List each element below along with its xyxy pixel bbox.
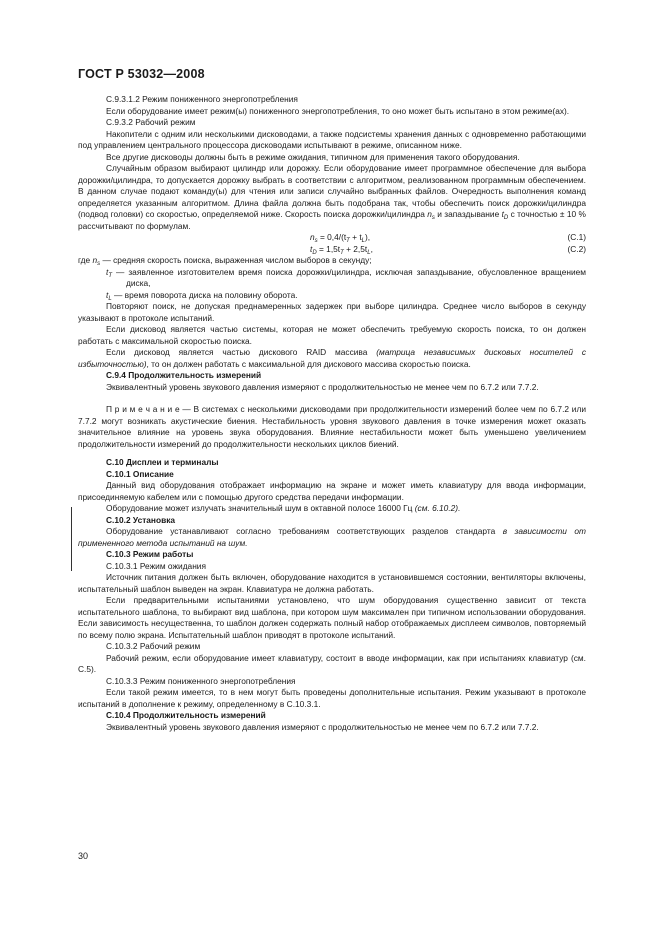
- text: — заявленное изготовителем время поиска дорожки/цилиндра, исключая запаздывание, обусловленное вращением диска,: [112, 266, 586, 288]
- text: Если дисковод является частью дискового RAID массива: [106, 347, 377, 357]
- italic-text: (матрица независимых дисковых носителей с избыточностью): [78, 347, 586, 369]
- expr: + t: [349, 232, 362, 242]
- spacer: [78, 450, 586, 457]
- paragraph: [78, 526, 586, 549]
- symbol-sub: s: [97, 261, 101, 267]
- paragraph: Если предварительными испытаниями установлено, что шум оборудования существенно зависит от текста испытательного шаблона, то выбирают вид шаблона, при котором шум максимален при типичном использовании оборудования. Если зависимость несущественна, то шаблон должен содержать полный набор отображаемых дисплеем символов, повторяемый по всему полю экрана. Испытательный шаблон приводят в протоколе испытаний.: [78, 595, 586, 640]
- document-header: ГОСТ Р 53032—2008: [78, 67, 205, 81]
- section-heading: C.10.3 Режим работы: [106, 549, 194, 559]
- paragraph: Если оборудование имеет режим(ы) пониженного энергопотребления, то оно может быть испытано в этом режиме(ах).: [106, 105, 570, 116]
- formula-body: [310, 232, 370, 244]
- italic-text: в зависимости от примененного метода испытаний на шум.: [78, 526, 586, 548]
- var: t: [310, 243, 313, 254]
- text: — средняя скорость поиска, выраженная числом выборов в секунду;: [100, 255, 372, 265]
- section-heading: C.10.2 Установка: [106, 514, 176, 525]
- paragraph: Источник питания должен быть включен, оборудование находится в установившемся состоянии, вентиляторы включены, испытательный шаблон выведен на экран. Клавиатура не должна работать.: [78, 572, 586, 594]
- symbol-sub: L: [108, 295, 112, 302]
- formula-number: (C.1): [567, 232, 586, 242]
- symbol: n: [427, 209, 432, 219]
- paragraph: [78, 163, 586, 232]
- var-sub: T: [346, 238, 350, 244]
- text: с точностью ± 10 % рассчитывают по формулам.: [78, 209, 586, 231]
- section-heading: C.10.1 Описание: [106, 468, 174, 479]
- revision-bar: [71, 507, 72, 571]
- symbol-sub: T: [108, 272, 112, 279]
- spacer: [78, 393, 586, 404]
- text: и запаздывание: [437, 209, 500, 219]
- document-body: [78, 94, 586, 733]
- paragraph: Все другие дисководы должны быть в режиме ожидания, типичном для применения такого оборудования.: [106, 151, 520, 162]
- formula-c2: [78, 244, 586, 256]
- text: Оборудование может излучать значительный шум в октавной полосе 16000 Гц: [106, 503, 415, 513]
- subsection-title: C.9.3.2 Рабочий режим: [106, 117, 196, 127]
- paragraph: Рабочий режим, если оборудование имеет клавиатуру, состоит в вводе информации, как при испытаниях клавиатур (см. C.5).: [78, 652, 586, 674]
- var-sub: L: [367, 249, 371, 256]
- var-sub: T: [340, 249, 344, 256]
- formula-c1: [78, 232, 586, 244]
- paragraph: Если такой режим имеется, то в нем могут быть проведены дополнительные испытания. Режим указывают в протоколе испытаний в дополнение к режиму, определенному в C.10.3.1.: [78, 687, 586, 709]
- section-heading: C.10.4 Продолжительность измерений: [106, 710, 266, 720]
- expr: + 2,5t: [343, 243, 368, 254]
- definition: [78, 255, 586, 267]
- subsection-title: C.10.3.3 Режим пониженного энергопотребления: [106, 675, 296, 686]
- var-sub: D: [312, 249, 317, 256]
- expr: ,: [370, 243, 373, 254]
- note: [78, 404, 586, 450]
- page-number: 30: [78, 851, 89, 861]
- text: Случайным образом выбирают цилиндр или дорожку. Если оборудование имеет программное обеспечение для выбора дорожки/цилиндра, то допускается дорожку выбрать в соответствии с алгоритмом, реализованном программным обеспечением. В данном случае подают команду(ы) для чтения или записи случайно выбранных файлов. Очередность выполнения команд определяется указанным алгоритмом. Длина файла должна быть подобрана так, чтобы обеспечить поиск дорожки/цилиндра (подвод головки) со скоростью, определяемой ниже. Скорость поиска дорожки/цилиндра: [78, 163, 586, 219]
- paragraph: Эквивалентный уровень звукового давления измеряют с продолжительностью не менее чем по 6.7.2 или 7.7.2.: [106, 381, 539, 392]
- expr: = 0,4/(t: [317, 232, 347, 242]
- paragraph: Данный вид оборудования отображает информацию на экране и может иметь клавиатуру для ввода информации, присоединяемую кабелем или с помощью другого средства передачи информации.: [78, 480, 586, 502]
- text: , то он должен работать с максимальной для дискового массива скоростью поиска.: [146, 358, 471, 369]
- text: — время поворота диска на половину оборота.: [111, 289, 298, 300]
- paragraph: [78, 347, 586, 370]
- subsection-title: C.10.3.2 Рабочий режим: [106, 641, 201, 651]
- definition: [78, 290, 586, 302]
- section-heading: C.10 Дисплеи и терминалы: [106, 457, 219, 467]
- symbol: t: [106, 266, 109, 277]
- paragraph: [78, 503, 586, 515]
- text: Оборудование устанавливают согласно требованиям соответствующих разделов стандарта: [106, 526, 503, 536]
- subsection-title: C.9.3.1.2 Режим пониженного энергопотребления: [106, 94, 298, 104]
- paragraph: Если дисковод является частью системы, которая не может обеспечить требуемую скорость поиска, то он должен работать с максимальной скоростью поиска.: [78, 324, 586, 346]
- formula-number: (C.2): [567, 243, 586, 254]
- italic-text: (см. 6.10.2).: [414, 503, 461, 513]
- expr: ),: [365, 232, 371, 242]
- expr: = 1,5t: [316, 243, 341, 254]
- symbol-sub: D: [503, 215, 509, 221]
- paragraph: Повторяют поиск, не допуская преднамеренных задержек при выборе цилиндра. Среднее число выборов в секунду указывают в протоколе испытаний.: [78, 301, 586, 323]
- symbol: t: [501, 209, 504, 219]
- note-text: — В системах с несколькими дисководами при продолжительности измерений более чем по 6.7.2 или 7.7.2 могут возникать акустические биения. Нестабильность уровня звукового давления в точке измерения может оказать значительное влияние на уровень звука оборудования. Влияние нестабильности может быть уменьшено увеличением продолжительности измерений до продолжительности нескольких циклов биений.: [78, 404, 586, 449]
- var-sub: s: [314, 238, 318, 244]
- var-sub: L: [361, 238, 366, 244]
- paragraph: Накопители с одним или несколькими дисководами, а также подсистемы хранения данных с одновременно работающими под управлением центрального процессора дисководами испытывают в режиме, описанном ниже.: [78, 128, 586, 150]
- var: n: [310, 232, 315, 242]
- definition: [78, 267, 586, 290]
- note-label: П р и м е ч а н и е: [106, 404, 180, 414]
- symbol: n: [92, 255, 98, 265]
- symbol-sub: s: [431, 215, 435, 221]
- paragraph: Эквивалентный уровень звукового давления измеряют с продолжительностью не менее чем по 6.7.2 или 7.7.2.: [106, 721, 539, 732]
- section-heading: C.9.4 Продолжительность измерений: [106, 370, 262, 380]
- subsection-title: C.10.3.1 Режим ожидания: [106, 560, 206, 571]
- formula-body: [310, 244, 373, 256]
- symbol: t: [106, 289, 109, 300]
- text: где: [78, 255, 91, 265]
